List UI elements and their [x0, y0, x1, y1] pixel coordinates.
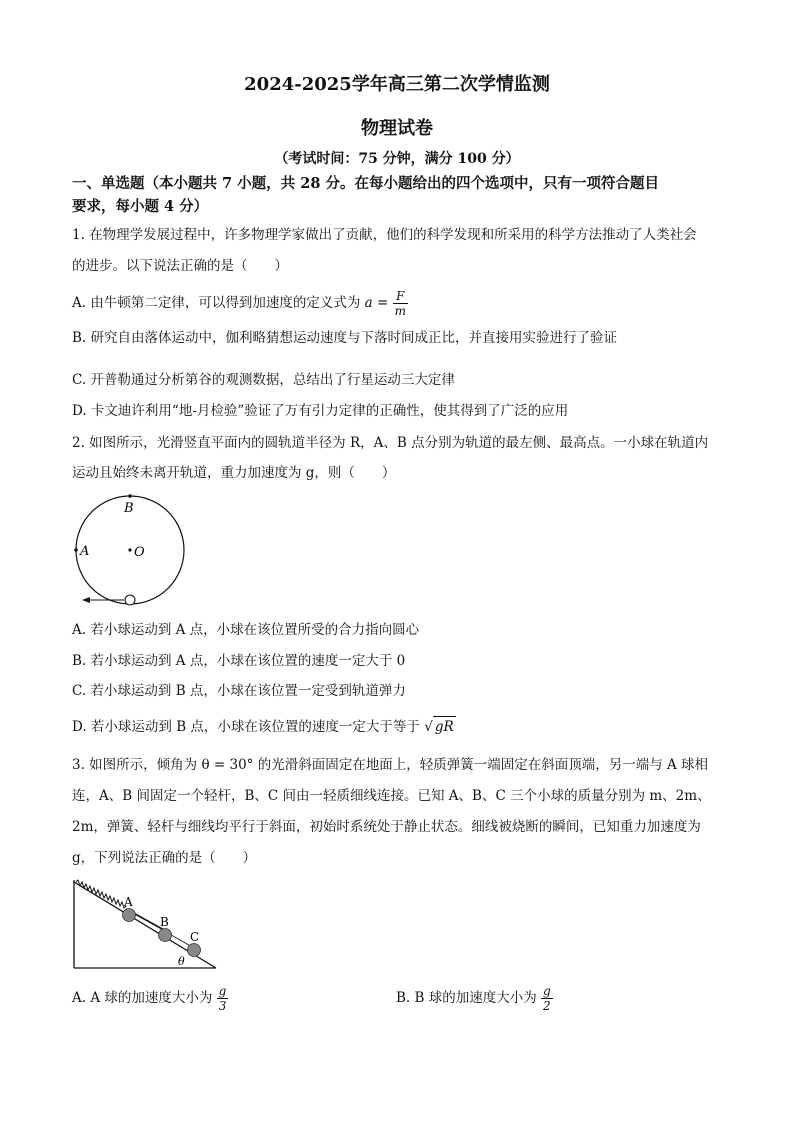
q3-ball-c — [188, 944, 201, 957]
q1-option-b: B. 研究自由落体运动中，伽利略猜想运动速度与下落时间成正比，并直接用实验进行了验证 — [72, 330, 618, 346]
q3-option-b — [396, 984, 553, 1013]
q3-label-b: B — [160, 915, 169, 929]
q3-spring — [76, 880, 126, 908]
q3-label-c: C — [190, 930, 200, 944]
section-heading-line1: 一、单选题（本小题共 7 小题，共 28 分。在每小题给出的四个选项中，只有一项符合题目 — [72, 175, 659, 192]
q3-stem-line1: 3. 如图所示，倾角为 θ = 30° 的光滑斜面固定在地面上，轻质弹簧一端固定在斜面顶端，另一端与 A 球相 — [72, 757, 709, 773]
q2-arrowhead — [82, 597, 90, 603]
q2-circular-track-figure — [66, 488, 196, 613]
q1-stem-line1: 1. 在物理学发展过程中，许多物理学家做出了贡献，他们的科学发现和所采用的科学方法推动了人类社会 — [72, 227, 697, 243]
q1-stem-line2: 的进步。以下说法正确的是（ ） — [72, 258, 288, 274]
q1-option-a-fraction — [393, 289, 408, 318]
q3-option-b-numerator: g — [543, 984, 551, 998]
q3-stem-line2: 连，A、B 间固定一个轻杆，B、C 间由一轻质细线连接。已知 A、B、C 三个小球的质量分别为 m、2m、 — [72, 788, 711, 804]
exam-info: （考试时间：75 分钟，满分 100 分） — [274, 151, 520, 167]
q2-option-d-radicand: gR — [433, 716, 456, 737]
q1-option-a-lhs: a = — [364, 295, 389, 311]
q2-stem-line2: 运动且始终未离开轨道，重力加速度为 g，则（ ） — [72, 465, 396, 481]
q3-option-b-denominator: 2 — [541, 998, 553, 1013]
q2-option-c: C. 若小球运动到 B 点，小球在该位置一定受到轨道弹力 — [72, 683, 406, 699]
q3-option-a-fraction — [217, 984, 229, 1013]
q2-option-d — [72, 716, 456, 737]
exam-title: 2024-2025学年高三第二次学情监测 — [244, 74, 550, 95]
q2-option-a: A. 若小球运动到 A 点，小球在该位置所受的合力指向圆心 — [72, 622, 420, 638]
q1-option-a — [72, 289, 408, 318]
q3-option-a-text: A. A 球的加速度大小为 — [72, 990, 213, 1006]
q2-label-a: A — [80, 544, 90, 559]
q2-option-b: B. 若小球运动到 A 点，小球在该位置的速度一定大于 0 — [72, 653, 406, 669]
q3-option-a — [72, 984, 228, 1013]
q3-option-a-numerator: g — [218, 984, 227, 998]
q3-incline-figure — [70, 878, 220, 973]
q2-point-a — [74, 548, 78, 552]
q2-center-o — [128, 548, 131, 551]
q2-option-d-root-sign: √ — [424, 719, 433, 735]
q3-ball-a — [123, 909, 136, 922]
q1-option-a-text: A. 由牛顿第二定律，可以得到加速度的定义式为 — [72, 295, 361, 311]
q1-option-c: C. 开普勒通过分析第谷的观测数据，总结出了行星运动三大定律 — [72, 372, 455, 388]
q3-option-b-text: B. B 球的加速度大小为 — [396, 990, 537, 1006]
q1-option-d: D. 卡文迪许利用“地-月检验”验证了万有引力定律的正确性，使其得到了广泛的应用 — [72, 403, 569, 419]
q2-point-b — [128, 494, 132, 498]
q2-ball — [125, 595, 135, 605]
section-heading-line2: 要求，每小题 4 分） — [72, 198, 209, 215]
q3-ball-b — [159, 929, 172, 942]
q3-option-a-denominator: 3 — [217, 998, 229, 1013]
q2-label-o: O — [134, 545, 145, 560]
subject-title: 物理试卷 — [361, 118, 433, 139]
q2-label-b: B — [124, 501, 134, 516]
q3-stem-line3: 2m，弹簧、轻杆与细线均平行于斜面，初始时系统处于静止状态。细线被烧断的瞬间，已知重力加速度为 — [72, 819, 701, 835]
q1-option-a-numerator: F — [396, 289, 405, 303]
q3-stem-line4: g，下列说法正确的是（ ） — [72, 850, 257, 866]
q2-stem-line1: 2. 如图所示，光滑竖直平面内的圆轨道半径为 R，A、B 点分别为轨道的最左侧、最高点。一小球在轨道内 — [72, 435, 709, 451]
q3-option-b-fraction — [541, 984, 553, 1013]
q2-option-d-text: D. 若小球运动到 B 点，小球在该位置的速度一定大于等于 — [72, 719, 420, 735]
q3-label-theta: θ — [178, 955, 185, 968]
q1-option-a-denominator: m — [394, 304, 406, 318]
q3-label-a: A — [124, 895, 133, 909]
